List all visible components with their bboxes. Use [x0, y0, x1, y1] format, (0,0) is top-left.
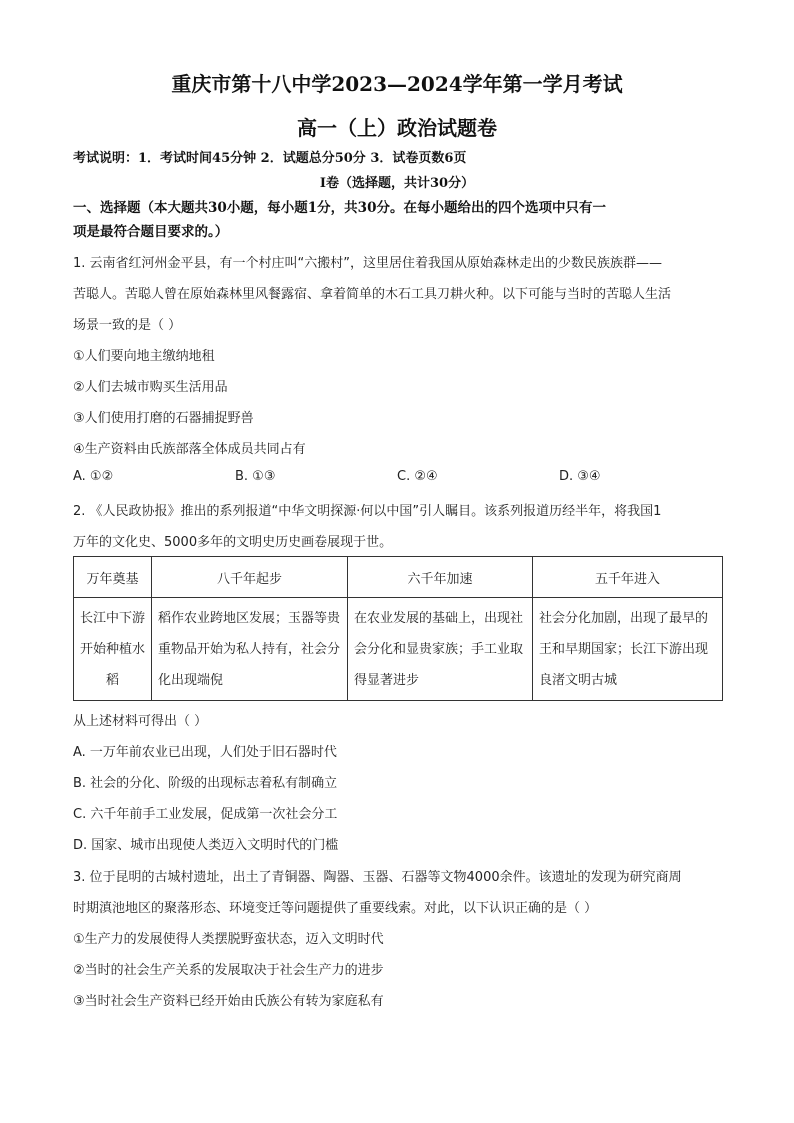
- exam-title: 重庆市第十八中学2023—2024学年第一学月考试: [171, 72, 623, 96]
- section-title: Ⅰ卷（选择题，共计30分）: [319, 176, 475, 191]
- q1-option-a: A. ①②: [73, 469, 114, 484]
- table-header: 万年奠基: [74, 557, 152, 598]
- q1-statement-1: ①人们要向地主缴纳地租: [73, 349, 215, 364]
- q3-line-2: 时期滇池地区的聚落形态、环境变迁等问题提供了重要线索。对此，以下认识正确的是（ ）: [73, 901, 598, 916]
- q2-option-c: C. 六千年前手工业发展，促成第一次社会分工: [73, 807, 338, 822]
- q2-line-1: 2. 《人民政协报》推出的系列报道“中华文明探源·何以中国”引人瞩目。该系列报道历经半年，将我国1: [73, 504, 662, 519]
- q2-option-b: B. 社会的分化、阶级的出现标志着私有制确立: [73, 776, 338, 791]
- instructions-line-1: 一、选择题（本大题共30小题，每小题1分，共30分。在每小题给出的四个选项中只有一: [73, 200, 606, 216]
- q1-options: [73, 469, 723, 487]
- table-header-row: [74, 557, 723, 598]
- exam-subtitle: 高一（上）政治试题卷: [297, 116, 497, 140]
- table-header: 六千年加速: [348, 557, 533, 598]
- table-header: 八千年起步: [152, 557, 348, 598]
- q2-stem: 从上述材料可得出（ ）: [73, 714, 208, 729]
- q2-option-d: D. 国家、城市出现使人类迈入文明时代的门槛: [73, 838, 339, 853]
- q2-option-a: A. 一万年前农业已出现，人们处于旧石器时代: [73, 745, 337, 760]
- table-cell: 长江中下游开始种植水稻: [74, 598, 152, 701]
- q1-statement-2: ②人们去城市购买生活用品: [73, 380, 228, 395]
- table-cell: 稻作农业跨地区发展；玉器等贵重物品开始为私人持有，社会分化出现端倪: [152, 598, 348, 701]
- exam-info: 考试说明：1．考试时间45分钟 2．试题总分50分 3．试卷页数6页: [73, 151, 467, 166]
- q2-line-2: 万年的文化史、5000多年的文明史历史画卷展现于世。: [73, 535, 393, 550]
- q3-statement-3: ③当时社会生产资料已经开始由氏族公有转为家庭私有: [73, 994, 384, 1009]
- q2-material-table: [73, 556, 723, 701]
- table-cell: 社会分化加剧，出现了最早的王和早期国家；长江下游出现良渚文明古城: [533, 598, 723, 701]
- q1-line-1: 1. 云南省红河州金平县，有一个村庄叫“六搬村”，这里居住着我国从原始森林走出的少数民族族群——: [73, 256, 663, 271]
- q1-statement-4: ④生产资料由氏族部落全体成员共同占有: [73, 442, 306, 457]
- table-cell: 在农业发展的基础上，出现社会分化和显贵家族；手工业取得显著进步: [348, 598, 533, 701]
- q1-option-b: B. ①③: [235, 469, 276, 484]
- q3-statement-1: ①生产力的发展使得人类摆脱野蛮状态，迈入文明时代: [73, 932, 384, 947]
- instructions-line-2: 项是最符合题目要求的。）: [73, 224, 229, 240]
- q1-line-3: 场景一致的是（ ）: [73, 318, 182, 333]
- q3-line-1: 3. 位于昆明的古城村遗址，出土了青铜器、陶器、玉器、石器等文物4000余件。该遗址的发现为研究商周: [73, 870, 682, 885]
- q1-statement-3: ③人们使用打磨的石器捕捉野兽: [73, 411, 254, 426]
- table-header: 五千年进入: [533, 557, 723, 598]
- q1-option-d: D. ③④: [559, 469, 601, 484]
- q3-statement-2: ②当时的社会生产关系的发展取决于社会生产力的进步: [73, 963, 384, 978]
- q1-line-2: 苦聪人。苦聪人曾在原始森林里风餐露宿、拿着简单的木石工具刀耕火种。以下可能与当时的苦聪人生活: [73, 287, 672, 302]
- q1-option-c: C. ②④: [397, 469, 438, 484]
- table-row: [74, 598, 723, 701]
